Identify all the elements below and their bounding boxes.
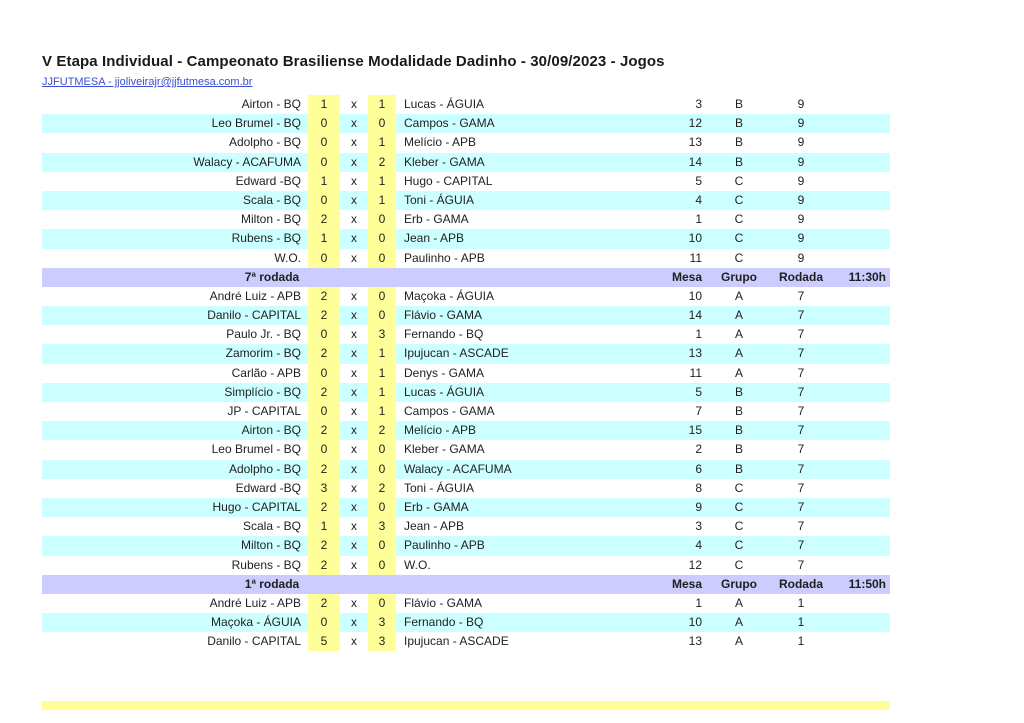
- player-away: Lucas - ÁGUIA: [404, 97, 485, 111]
- player-home: Simplício - BQ: [224, 384, 301, 399]
- time-value: [832, 229, 890, 248]
- rodada-value: 7: [797, 442, 805, 457]
- player-away: Walacy - ACAFUMA: [404, 461, 512, 476]
- score-separator: x: [351, 615, 357, 630]
- home-score: 0: [308, 402, 340, 421]
- rodada-value: 7: [797, 327, 805, 342]
- match-row: [42, 344, 890, 363]
- rodada-value: 9: [797, 97, 805, 111]
- rodada-value: 9: [797, 231, 805, 246]
- mesa-value: 1: [695, 595, 702, 610]
- player-home: Hugo - CAPITAL: [212, 499, 301, 514]
- away-score: 0: [368, 114, 396, 133]
- grupo-value: C: [734, 480, 744, 495]
- player-away: Campos - GAMA: [404, 404, 495, 418]
- grupo-value: A: [734, 615, 743, 630]
- games-table: [42, 95, 890, 651]
- grupo-value: C: [734, 538, 744, 553]
- match-row: [42, 460, 890, 479]
- player-away: Fernando - BQ: [404, 327, 484, 342]
- player-home: Airton - BQ: [241, 97, 301, 111]
- away-score: 0: [368, 287, 396, 306]
- match-row: [42, 325, 890, 344]
- grupo-value: B: [734, 116, 743, 131]
- score-separator: x: [351, 538, 357, 553]
- match-row: [42, 172, 890, 191]
- rodada-value: 7: [797, 499, 805, 514]
- time-value: [832, 133, 890, 152]
- player-away: Ipujucan - ASCADE: [404, 634, 509, 649]
- rodada-value: 7: [797, 404, 805, 418]
- match-row: [42, 306, 890, 325]
- round-time: 11:30h: [848, 269, 886, 284]
- player-away: Kleber - GAMA: [404, 154, 485, 169]
- grupo-value: A: [734, 365, 743, 380]
- player-away: Kleber - GAMA: [404, 442, 485, 457]
- time-value: [832, 479, 890, 498]
- bottom-highlight-bar: [42, 701, 890, 710]
- grupo-value: C: [734, 557, 744, 572]
- home-score: 2: [308, 210, 340, 229]
- player-away: Melício - APB: [404, 135, 477, 150]
- match-row: [42, 133, 890, 152]
- home-score: 0: [308, 613, 340, 632]
- away-score: 1: [368, 402, 396, 421]
- home-score: 2: [308, 287, 340, 306]
- time-value: [832, 440, 890, 459]
- score-separator: x: [351, 192, 357, 207]
- grupo-header: Grupo: [721, 269, 757, 284]
- mesa-value: 3: [695, 97, 702, 111]
- player-away: Paulinho - APB: [404, 538, 485, 553]
- page-title: V Etapa Individual - Campeonato Brasiliense Modalidade Dadinho - 30/09/2023 - Jogos: [42, 53, 665, 70]
- grupo-value: A: [734, 327, 743, 342]
- rodada-value: 7: [797, 365, 805, 380]
- player-home: Carlão - APB: [231, 365, 301, 380]
- rodada-value: 9: [797, 173, 805, 188]
- time-value: [832, 613, 890, 632]
- home-score: 0: [308, 133, 340, 152]
- grupo-value: B: [734, 384, 743, 399]
- score-separator: x: [351, 173, 357, 188]
- time-value: [832, 517, 890, 536]
- header-spacer: [502, 268, 642, 287]
- time-value: [832, 114, 890, 133]
- player-home: Leo Brumel - BQ: [211, 442, 301, 457]
- time-value: [832, 325, 890, 344]
- player-away: Erb - GAMA: [404, 212, 469, 227]
- grupo-value: B: [734, 97, 743, 111]
- time-value: [832, 153, 890, 172]
- score-separator: x: [351, 423, 357, 438]
- match-row: [42, 556, 890, 575]
- time-value: [832, 556, 890, 575]
- grupo-value: C: [734, 231, 744, 246]
- time-value: [832, 172, 890, 191]
- mesa-value: 4: [695, 538, 702, 553]
- grupo-value: A: [734, 346, 743, 361]
- away-score: 2: [368, 421, 396, 440]
- mesa-value: 12: [688, 116, 702, 131]
- player-home: Adolpho - BQ: [228, 461, 301, 476]
- match-row: [42, 210, 890, 229]
- score-separator: x: [351, 308, 357, 323]
- player-home: Edward -BQ: [235, 173, 301, 188]
- grupo-value: C: [734, 250, 744, 265]
- match-row: [42, 364, 890, 383]
- score-separator: x: [351, 404, 357, 418]
- away-score: 0: [368, 249, 396, 268]
- home-score: 2: [308, 306, 340, 325]
- player-away: Denys - GAMA: [404, 365, 485, 380]
- home-score: 5: [308, 632, 340, 651]
- grupo-value: B: [734, 442, 743, 457]
- player-away: Paulinho - APB: [404, 250, 485, 265]
- score-separator: x: [351, 384, 357, 399]
- time-value: [832, 460, 890, 479]
- rodada-value: 9: [797, 212, 805, 227]
- grupo-value: B: [734, 461, 743, 476]
- match-row: [42, 153, 890, 172]
- player-home: W.O.: [274, 250, 301, 265]
- home-score: 1: [308, 517, 340, 536]
- away-score: 0: [368, 594, 396, 613]
- source-email-link[interactable]: JJFUTMESA - jjoliveirajr@jjfutmesa.com.br: [42, 76, 253, 88]
- away-score: 3: [368, 613, 396, 632]
- player-away: Jean - APB: [404, 519, 465, 534]
- player-home: Milton - BQ: [240, 212, 301, 227]
- rodada-value: 7: [797, 461, 805, 476]
- mesa-value: 13: [688, 346, 702, 361]
- rodada-value: 7: [797, 480, 805, 495]
- home-score: 0: [308, 191, 340, 210]
- round-header-row: [42, 268, 890, 287]
- away-score: 2: [368, 479, 396, 498]
- away-score: 1: [368, 191, 396, 210]
- match-row: [42, 594, 890, 613]
- match-row: [42, 287, 890, 306]
- grupo-value: C: [734, 173, 744, 188]
- away-score: 2: [368, 153, 396, 172]
- score-separator: x: [351, 499, 357, 514]
- time-value: [832, 364, 890, 383]
- mesa-value: 7: [695, 404, 702, 418]
- mesa-value: 5: [695, 384, 702, 399]
- away-score: 3: [368, 632, 396, 651]
- player-away: Erb - GAMA: [404, 499, 469, 514]
- grupo-value: A: [734, 595, 743, 610]
- mesa-value: 4: [695, 192, 702, 207]
- mesa-value: 11: [689, 365, 702, 380]
- player-home: André Luiz - APB: [209, 288, 301, 303]
- player-away: Melício - APB: [404, 423, 477, 438]
- home-score: 2: [308, 498, 340, 517]
- away-score: 3: [368, 325, 396, 344]
- mesa-value: 14: [688, 154, 702, 169]
- rodada-value: 9: [797, 250, 805, 265]
- mesa-value: 15: [688, 423, 702, 438]
- score-separator: x: [351, 519, 357, 534]
- player-home: Adolpho - BQ: [228, 135, 301, 150]
- home-score: 0: [308, 364, 340, 383]
- home-score: 0: [308, 325, 340, 344]
- home-score: 2: [308, 594, 340, 613]
- player-home: Danilo - CAPITAL: [207, 634, 301, 649]
- time-value: [832, 287, 890, 306]
- rodada-value: 1: [797, 595, 805, 610]
- rodada-value: 7: [797, 519, 805, 534]
- round-time: 11:50h: [848, 576, 886, 591]
- away-score: 1: [368, 364, 396, 383]
- home-score: 1: [308, 172, 340, 191]
- rodada-value: 7: [797, 384, 805, 399]
- mesa-value: 1: [695, 212, 702, 227]
- score-separator: x: [351, 212, 357, 227]
- score-separator: x: [351, 250, 357, 265]
- player-home: Edward -BQ: [235, 480, 301, 495]
- score-separator: x: [351, 461, 357, 476]
- time-value: [832, 421, 890, 440]
- time-value: [832, 594, 890, 613]
- away-score: 1: [368, 344, 396, 363]
- mesa-value: 10: [688, 231, 702, 246]
- player-away: Maçoka - ÁGUIA: [404, 288, 495, 303]
- player-home: Milton - BQ: [240, 538, 301, 553]
- away-score: 0: [368, 210, 396, 229]
- away-score: 0: [368, 460, 396, 479]
- match-row: [42, 421, 890, 440]
- round-header-row: [42, 575, 890, 594]
- rodada-value: 7: [797, 538, 805, 553]
- mesa-value: 9: [695, 499, 702, 514]
- home-score: 0: [308, 114, 340, 133]
- player-home: Leo Brumel - BQ: [211, 116, 301, 131]
- player-home: Danilo - CAPITAL: [207, 308, 301, 323]
- away-score: 0: [368, 440, 396, 459]
- mesa-value: 14: [688, 308, 702, 323]
- rodada-value: 9: [797, 135, 805, 150]
- mesa-header: Mesa: [671, 576, 702, 591]
- time-value: [832, 249, 890, 268]
- grupo-value: B: [734, 423, 743, 438]
- player-home: André Luiz - APB: [209, 595, 301, 610]
- rodada-value: 7: [797, 557, 805, 572]
- player-away: Campos - GAMA: [404, 116, 495, 131]
- mesa-value: 12: [688, 557, 702, 572]
- player-home: Airton - BQ: [241, 423, 301, 438]
- home-score: 1: [308, 95, 340, 114]
- player-away: W.O.: [404, 557, 431, 572]
- grupo-value: C: [734, 212, 744, 227]
- score-separator: x: [351, 116, 357, 131]
- round-label: 1ª rodada: [244, 576, 300, 591]
- time-value: [832, 498, 890, 517]
- player-home: Maçoka - ÁGUIA: [210, 615, 301, 630]
- grupo-value: C: [734, 499, 744, 514]
- rodada-value: 9: [797, 192, 805, 207]
- mesa-value: 6: [695, 461, 702, 476]
- player-away: Toni - ÁGUIA: [404, 480, 475, 495]
- home-score: 2: [308, 460, 340, 479]
- home-score: 0: [308, 249, 340, 268]
- rodada-value: 7: [797, 423, 805, 438]
- rodada-header: Rodada: [778, 269, 823, 284]
- grupo-value: B: [734, 154, 743, 169]
- home-score: 1: [308, 229, 340, 248]
- mesa-value: 2: [695, 442, 702, 457]
- mesa-value: 5: [695, 173, 702, 188]
- mesa-value: 13: [688, 634, 702, 649]
- player-away: Fernando - BQ: [404, 615, 484, 630]
- rodada-value: 1: [797, 634, 805, 649]
- match-row: [42, 95, 890, 114]
- rodada-value: 9: [797, 116, 805, 131]
- mesa-value: 11: [689, 250, 702, 265]
- home-score: 2: [308, 421, 340, 440]
- time-value: [832, 191, 890, 210]
- match-row: [42, 498, 890, 517]
- time-value: [832, 210, 890, 229]
- rodada-value: 9: [797, 154, 805, 169]
- away-score: 1: [368, 95, 396, 114]
- home-score: 2: [308, 383, 340, 402]
- grupo-value: B: [734, 404, 743, 418]
- rodada-value: 7: [797, 346, 805, 361]
- away-score: 1: [368, 383, 396, 402]
- match-row: [42, 249, 890, 268]
- player-home: Zamorim - BQ: [225, 346, 301, 361]
- player-home: Scala - BQ: [242, 192, 301, 207]
- player-home: Rubens - BQ: [231, 231, 301, 246]
- player-home: Walacy - ACAFUMA: [193, 154, 301, 169]
- player-away: Flávio - GAMA: [404, 308, 483, 323]
- player-away: Lucas - ÁGUIA: [404, 384, 485, 399]
- home-score: 3: [308, 479, 340, 498]
- mesa-header: Mesa: [671, 269, 702, 284]
- player-away: Toni - ÁGUIA: [404, 192, 475, 207]
- rodada-value: 7: [797, 308, 805, 323]
- player-home: Scala - BQ: [242, 519, 301, 534]
- match-row: [42, 517, 890, 536]
- home-score: 2: [308, 536, 340, 555]
- score-separator: x: [351, 365, 357, 380]
- mesa-value: 10: [688, 288, 702, 303]
- time-value: [832, 383, 890, 402]
- score-separator: x: [351, 154, 357, 169]
- time-value: [832, 344, 890, 363]
- score-separator: x: [351, 135, 357, 150]
- match-row: [42, 536, 890, 555]
- home-score: 0: [308, 440, 340, 459]
- score-separator: x: [351, 97, 357, 111]
- mesa-value: 10: [688, 615, 702, 630]
- home-score: 0: [308, 153, 340, 172]
- grupo-value: C: [734, 519, 744, 534]
- header-spacer: [502, 575, 642, 594]
- score-separator: x: [351, 288, 357, 303]
- score-separator: x: [351, 346, 357, 361]
- player-home: JP - CAPITAL: [227, 404, 301, 418]
- away-score: 0: [368, 306, 396, 325]
- rodada-value: 7: [797, 288, 805, 303]
- grupo-value: A: [734, 288, 743, 303]
- player-away: Ipujucan - ASCADE: [404, 346, 509, 361]
- away-score: 1: [368, 172, 396, 191]
- grupo-value: A: [734, 634, 743, 649]
- match-row: [42, 229, 890, 248]
- away-score: 3: [368, 517, 396, 536]
- score-separator: x: [351, 634, 357, 649]
- grupo-value: A: [734, 308, 743, 323]
- rodada-header: Rodada: [778, 576, 823, 591]
- home-score: 2: [308, 344, 340, 363]
- away-score: 0: [368, 498, 396, 517]
- rodada-value: 1: [797, 615, 805, 630]
- match-row: [42, 613, 890, 632]
- player-away: Flávio - GAMA: [404, 595, 483, 610]
- away-score: 1: [368, 133, 396, 152]
- match-row: [42, 114, 890, 133]
- mesa-value: 13: [688, 135, 702, 150]
- time-value: [832, 306, 890, 325]
- match-row: [42, 191, 890, 210]
- match-row: [42, 383, 890, 402]
- player-away: Jean - APB: [404, 231, 465, 246]
- time-value: [832, 632, 890, 651]
- score-separator: x: [351, 442, 357, 457]
- score-separator: x: [351, 557, 357, 572]
- match-row: [42, 632, 890, 651]
- score-separator: x: [351, 595, 357, 610]
- score-separator: x: [351, 480, 357, 495]
- grupo-value: B: [734, 135, 743, 150]
- mesa-value: 1: [695, 327, 702, 342]
- time-value: [832, 95, 890, 114]
- time-value: [832, 536, 890, 555]
- score-separator: x: [351, 231, 357, 246]
- away-score: 0: [368, 556, 396, 575]
- player-home: Paulo Jr. - BQ: [226, 327, 301, 342]
- score-separator: x: [351, 327, 357, 342]
- home-score: 2: [308, 556, 340, 575]
- player-away: Hugo - CAPITAL: [404, 173, 493, 188]
- match-row: [42, 479, 890, 498]
- away-score: 0: [368, 229, 396, 248]
- player-home: Rubens - BQ: [231, 557, 301, 572]
- round-label: 7ª rodada: [244, 269, 300, 284]
- mesa-value: 3: [695, 519, 702, 534]
- grupo-value: C: [734, 192, 744, 207]
- match-row: [42, 402, 890, 421]
- away-score: 0: [368, 536, 396, 555]
- time-value: [832, 402, 890, 421]
- grupo-header: Grupo: [721, 576, 757, 591]
- mesa-value: 8: [695, 480, 702, 495]
- match-row: [42, 440, 890, 459]
